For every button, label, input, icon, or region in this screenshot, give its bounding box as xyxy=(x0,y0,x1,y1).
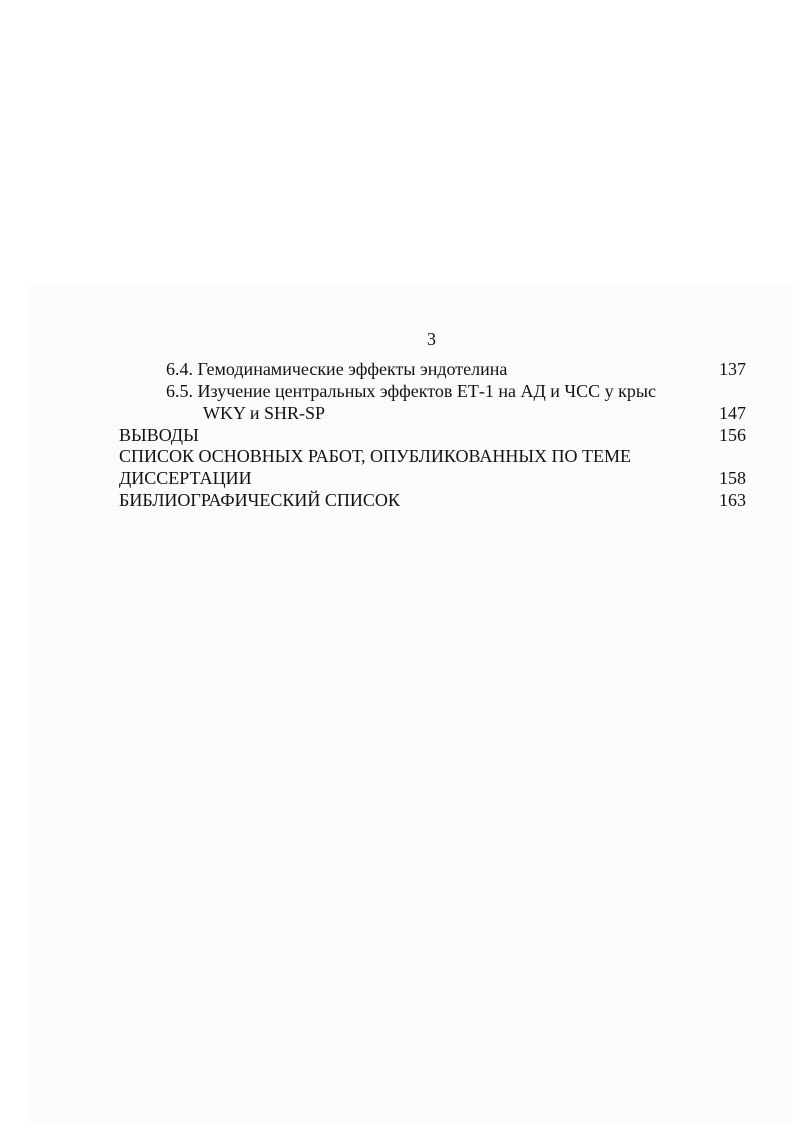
toc-entry-publications-page: 158 xyxy=(719,468,746,488)
toc-entry-conclusions-title: ВЫВОДЫ xyxy=(119,425,199,445)
toc-entry-conclusions-page: 156 xyxy=(719,425,746,445)
toc-entry-6-5-title-line1: 6.5. Изучение центральных эффектов ЕТ-1 на АД и ЧСС у крыс xyxy=(166,381,656,401)
toc-entry-publications-title-line2: ДИССЕРТАЦИИ xyxy=(119,468,252,488)
page-number: 3 xyxy=(427,329,436,349)
toc-entry-6-5-title-line2: WKY и SHR-SP xyxy=(203,403,325,423)
toc-entry-bibliography-title: БИБЛИОГРАФИЧЕСКИЙ СПИСОК xyxy=(119,490,400,510)
toc-entry-6-4-title: 6.4. Гемодинамические эффекты эндотелина xyxy=(166,359,508,379)
toc-entry-6-5-page: 147 xyxy=(719,403,746,423)
toc-entry-publications-title-line1: СПИСОК ОСНОВНЫХ РАБОТ, ОПУБЛИКОВАННЫХ ПО ТЕМЕ xyxy=(119,446,631,466)
toc-entry-6-4-page: 137 xyxy=(719,359,746,379)
toc-entry-bibliography-page: 163 xyxy=(719,490,746,510)
